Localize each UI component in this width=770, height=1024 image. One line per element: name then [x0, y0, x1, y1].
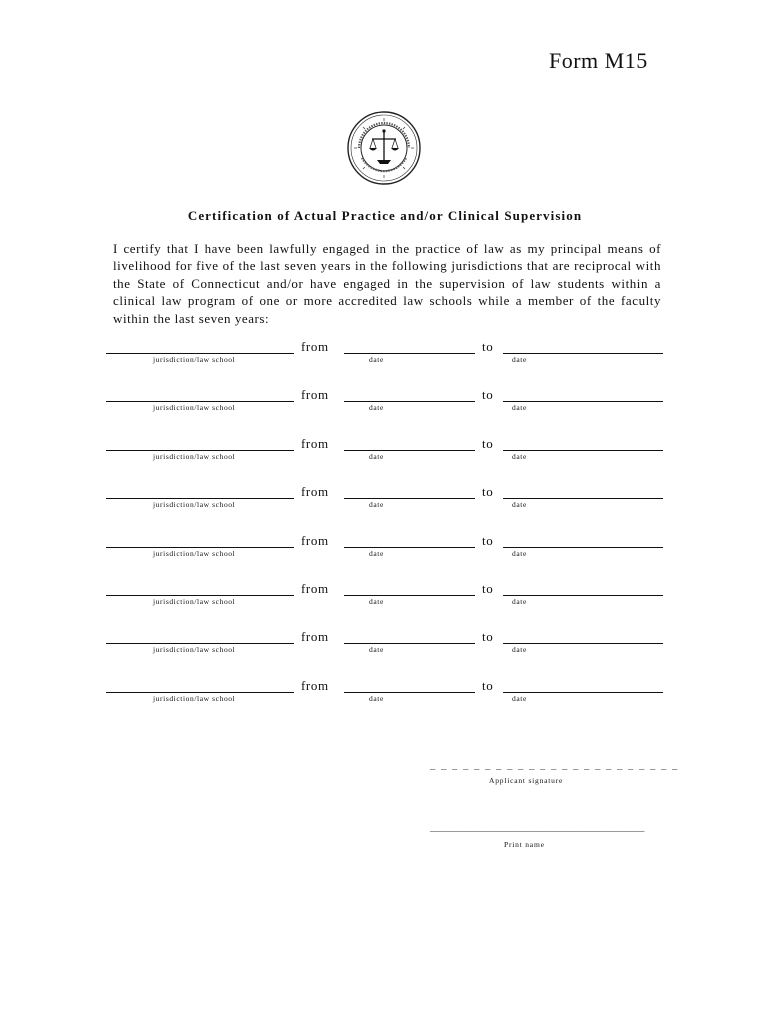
from-label: from — [301, 387, 329, 403]
jurisdiction-caption: jurisdiction/law school — [153, 645, 236, 655]
from-label: from — [301, 532, 329, 548]
to-label: to — [482, 484, 494, 500]
jurisdiction-field[interactable] — [106, 692, 294, 693]
entry-row — [0, 432, 770, 480]
to-date-field[interactable] — [503, 547, 663, 548]
to-date-caption: date — [512, 355, 527, 364]
jurisdiction-caption: jurisdiction/law school — [153, 451, 236, 461]
certification-statement: I certify that I have been lawfully engaged in the practice of law as my principal means of livelihood for five of the last seven years in the following jurisdictions that are reciprocal with the State of Connecticut and/or have engaged in the supervision of law students within a clinical law program of one or more accredited law schools while a member of the faculty within the last seven years: — [113, 241, 661, 326]
from-label: from — [301, 677, 329, 693]
applicant-signature-field[interactable]: _ _ _ _ _ _ _ _ _ _ _ _ _ _ _ _ _ _ _ _ _ _ _ — [430, 762, 678, 772]
entry-row — [0, 335, 770, 383]
to-date-caption: date — [512, 500, 527, 510]
from-label: from — [301, 484, 329, 500]
entry-row — [0, 529, 770, 577]
jurisdiction-field[interactable] — [106, 498, 294, 499]
jurisdiction-field[interactable] — [106, 595, 294, 596]
jurisdiction-field[interactable] — [106, 450, 294, 451]
print-name-caption: Print name — [504, 840, 545, 849]
entry-row — [0, 577, 770, 625]
jurisdiction-field[interactable] — [106, 401, 294, 402]
from-label: from — [301, 435, 329, 451]
to-date-field[interactable] — [503, 353, 663, 354]
to-date-caption: date — [512, 403, 527, 413]
from-date-caption: date — [369, 645, 384, 655]
to-date-field[interactable] — [503, 401, 663, 402]
from-date-caption: date — [369, 500, 384, 510]
from-date-caption: date — [369, 596, 384, 606]
from-label: from — [301, 339, 329, 354]
from-date-caption: date — [369, 451, 384, 461]
to-label: to — [482, 339, 494, 354]
form-number: Form M15 — [549, 48, 648, 73]
jurisdiction-caption: jurisdiction/law school — [153, 500, 236, 510]
jurisdiction-caption: jurisdiction/law school — [153, 355, 236, 364]
print-name-field[interactable]: _______________________________________ — [430, 824, 645, 834]
from-date-field[interactable] — [344, 547, 475, 548]
from-date-field[interactable] — [344, 353, 475, 354]
from-date-field[interactable] — [344, 401, 475, 402]
from-date-field[interactable] — [344, 692, 475, 693]
jurisdiction-field[interactable] — [106, 643, 294, 644]
jurisdiction-caption: jurisdiction/law school — [153, 693, 236, 703]
applicant-signature-caption: Applicant signature — [489, 776, 564, 785]
jurisdiction-caption: jurisdiction/law school — [153, 403, 236, 413]
from-date-caption: date — [369, 548, 384, 558]
to-label: to — [482, 677, 494, 693]
entry-row — [0, 383, 770, 431]
entry-list — [0, 335, 770, 722]
from-date-field[interactable] — [344, 595, 475, 596]
from-date-caption: date — [369, 403, 384, 413]
to-date-field[interactable] — [503, 692, 663, 693]
to-label: to — [482, 532, 494, 548]
entry-row — [0, 674, 770, 722]
to-date-caption: date — [512, 451, 527, 461]
to-label: to — [482, 580, 494, 596]
to-date-caption: date — [512, 693, 527, 703]
jurisdiction-caption: jurisdiction/law school — [153, 548, 236, 558]
jurisdiction-field[interactable] — [106, 547, 294, 548]
state-seal-icon — [346, 110, 422, 186]
to-date-field[interactable] — [503, 595, 663, 596]
from-date-field[interactable] — [344, 498, 475, 499]
from-date-caption: date — [369, 693, 384, 703]
entry-row — [0, 625, 770, 673]
to-date-field[interactable] — [503, 498, 663, 499]
to-label: to — [482, 435, 494, 451]
jurisdiction-caption: jurisdiction/law school — [153, 596, 236, 606]
to-label: to — [482, 387, 494, 403]
from-label: from — [301, 580, 329, 596]
jurisdiction-field[interactable] — [106, 353, 294, 354]
to-date-caption: date — [512, 548, 527, 558]
to-label: to — [482, 629, 494, 645]
to-date-field[interactable] — [503, 450, 663, 451]
entry-row — [0, 480, 770, 528]
from-label: from — [301, 629, 329, 645]
to-date-field[interactable] — [503, 643, 663, 644]
to-date-caption: date — [512, 596, 527, 606]
from-date-field[interactable] — [344, 643, 475, 644]
form-title: Certification of Actual Practice and/or Clinical Supervision — [187, 208, 583, 223]
from-date-field[interactable] — [344, 450, 475, 451]
from-date-caption: date — [369, 355, 384, 364]
to-date-caption: date — [512, 645, 527, 655]
